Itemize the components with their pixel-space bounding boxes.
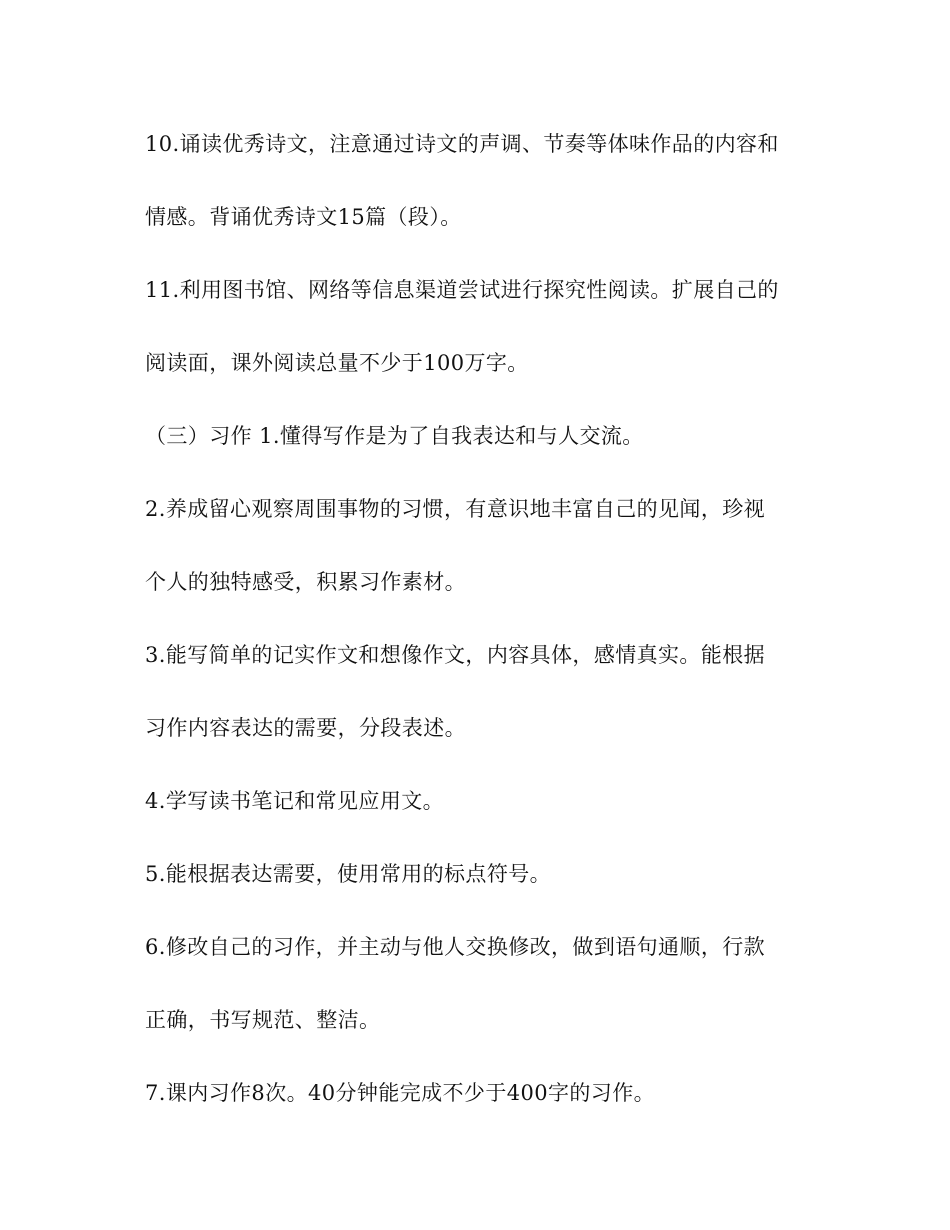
text-line: 习作内容表达的需要，分段表述。: [145, 716, 466, 740]
text-line: 阅读面，课外阅读总量不少于100万字。: [145, 351, 529, 375]
text-line: 6.修改自己的习作，并主动与他人交换修改，做到语句通顺，行款: [145, 935, 766, 959]
text-line: 5.能根据表达需要，使用常用的标点符号。: [145, 862, 552, 886]
text-line: 3.能写简单的记实作文和想像作文，内容具体，感情真实。能根据: [145, 643, 766, 667]
text-line: 情感。背诵优秀诗文15篇（段）。: [145, 205, 462, 229]
text-line: 10.诵读优秀诗文，注意通过诗文的声调、节奏等体味作品的内容和: [145, 132, 779, 156]
text-line: 4.学写读书笔记和常见应用文。: [145, 789, 445, 813]
text-line: 个人的独特感受，积累习作素材。: [145, 570, 466, 594]
text-line: 11.利用图书馆、网络等信息渠道尝试进行探究性阅读。扩展自己的: [145, 278, 779, 302]
text-line: 正确，书写规范、整洁。: [145, 1008, 381, 1032]
text-line: 7.课内习作8次。40分钟能完成不少于400字的习作。: [145, 1081, 655, 1105]
section-heading-line: （三）习作 1.懂得写作是为了自我表达和与人交流。: [145, 424, 644, 448]
text-line: 2.养成留心观察周围事物的习惯，有意识地丰富自己的见闻，珍视: [145, 497, 766, 521]
